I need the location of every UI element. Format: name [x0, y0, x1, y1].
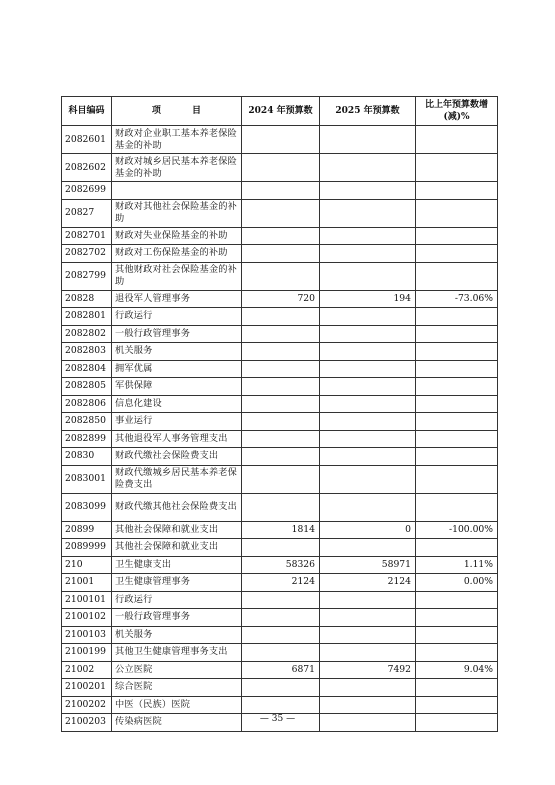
table-row [62, 574, 498, 592]
item-cell: 拥军优属 [112, 360, 242, 378]
code-cell: 2082803 [62, 343, 112, 361]
budget-2024-cell [242, 679, 320, 697]
table-row [62, 262, 498, 290]
item-cell: 事业运行 [112, 413, 242, 431]
table-row [62, 413, 498, 431]
change-cell [416, 182, 498, 200]
budget-2024-cell [242, 154, 320, 182]
item-cell: 其他社会保障和就业支出 [112, 521, 242, 539]
item-cell: 财政对失业保险基金的补助 [112, 227, 242, 245]
budget-2025-cell: 7492 [320, 661, 416, 679]
change-cell [416, 591, 498, 609]
header-code: 科目编码 [62, 97, 112, 126]
budget-2025-cell [320, 262, 416, 290]
table-row [62, 696, 498, 714]
code-cell: 2083099 [62, 493, 112, 521]
table-body [62, 126, 498, 732]
budget-2025-cell [320, 609, 416, 627]
budget-2024-cell [242, 493, 320, 521]
item-cell: 卫生健康管理事务 [112, 574, 242, 592]
budget-2025-cell [320, 679, 416, 697]
code-cell: 2082804 [62, 360, 112, 378]
change-cell [416, 539, 498, 557]
table-row [62, 245, 498, 263]
change-cell [416, 199, 498, 227]
budget-2024-cell [242, 126, 320, 154]
budget-2024-cell [242, 395, 320, 413]
code-cell: 20827 [62, 199, 112, 227]
budget-2024-cell [242, 378, 320, 396]
budget-2024-cell [242, 343, 320, 361]
budget-2025-cell [320, 539, 416, 557]
change-cell [416, 679, 498, 697]
budget-2025-cell [320, 154, 416, 182]
budget-2024-cell [242, 430, 320, 448]
change-cell [416, 126, 498, 154]
header-budget-2025: 2025 年预算数 [320, 97, 416, 126]
table-row [62, 308, 498, 326]
code-cell: 2089999 [62, 539, 112, 557]
code-cell: 2100199 [62, 644, 112, 662]
budget-2025-cell [320, 227, 416, 245]
table-row [62, 493, 498, 521]
item-cell: 卫生健康支出 [112, 556, 242, 574]
item-cell: 一般行政管理事务 [112, 325, 242, 343]
budget-2025-cell [320, 245, 416, 263]
change-cell: -100.00% [416, 521, 498, 539]
table-row [62, 199, 498, 227]
header-budget-2024: 2024 年预算数 [242, 97, 320, 126]
budget-2025-cell: 58971 [320, 556, 416, 574]
change-cell [416, 325, 498, 343]
budget-2024-cell [242, 262, 320, 290]
budget-2025-cell [320, 465, 416, 493]
budget-2025-cell [320, 626, 416, 644]
header-row [62, 97, 498, 126]
item-cell [112, 182, 242, 200]
code-cell: 20830 [62, 448, 112, 466]
budget-2025-cell [320, 343, 416, 361]
budget-2024-cell: 2124 [242, 574, 320, 592]
change-cell: 1.11% [416, 556, 498, 574]
budget-2025-cell [320, 325, 416, 343]
change-cell [416, 493, 498, 521]
item-cell: 一般行政管理事务 [112, 609, 242, 627]
budget-2024-cell: 6871 [242, 661, 320, 679]
budget-2025-cell [320, 182, 416, 200]
item-cell: 综合医院 [112, 679, 242, 697]
budget-2025-cell: 2124 [320, 574, 416, 592]
item-cell: 财政对企业职工基本养老保险基金的补助 [112, 126, 242, 154]
item-cell: 其他社会保障和就业支出 [112, 539, 242, 557]
code-cell: 20828 [62, 290, 112, 308]
code-cell: 2082850 [62, 413, 112, 431]
code-cell: 20899 [62, 521, 112, 539]
table-row [62, 556, 498, 574]
budget-2025-cell [320, 644, 416, 662]
budget-2024-cell [242, 539, 320, 557]
page-number: — 35 — [259, 714, 296, 724]
change-cell [416, 343, 498, 361]
budget-2024-cell: 58326 [242, 556, 320, 574]
code-cell: 2100202 [62, 696, 112, 714]
budget-2024-cell [242, 413, 320, 431]
table-row [62, 378, 498, 396]
item-cell: 传染病医院 [112, 714, 242, 732]
code-cell: 2100203 [62, 714, 112, 732]
item-cell: 军供保障 [112, 378, 242, 396]
code-cell: 2082899 [62, 430, 112, 448]
change-cell [416, 262, 498, 290]
budget-2025-cell: 194 [320, 290, 416, 308]
code-cell: 2082799 [62, 262, 112, 290]
change-cell [416, 360, 498, 378]
item-cell: 机关服务 [112, 626, 242, 644]
budget-2025-cell [320, 126, 416, 154]
budget-2024-cell [242, 626, 320, 644]
change-cell [416, 413, 498, 431]
budget-2024-cell [242, 696, 320, 714]
budget-2025-cell [320, 378, 416, 396]
code-cell: 21001 [62, 574, 112, 592]
item-cell: 财政对其他社会保险基金的补助 [112, 199, 242, 227]
table-row [62, 539, 498, 557]
table-row [62, 154, 498, 182]
budget-2025-cell [320, 493, 416, 521]
budget-2024-cell [242, 448, 320, 466]
table-row [62, 679, 498, 697]
header-item: 项 目 [112, 97, 242, 126]
budget-2025-cell [320, 395, 416, 413]
change-cell [416, 378, 498, 396]
change-cell [416, 395, 498, 413]
code-cell: 2083001 [62, 465, 112, 493]
item-cell: 其他卫生健康管理事务支出 [112, 644, 242, 662]
table-row [62, 609, 498, 627]
change-cell [416, 644, 498, 662]
budget-2024-cell [242, 591, 320, 609]
budget-2025-cell [320, 413, 416, 431]
item-cell: 退役军人管理事务 [112, 290, 242, 308]
budget-2024-cell [242, 644, 320, 662]
item-cell: 机关服务 [112, 343, 242, 361]
budget-2025-cell [320, 430, 416, 448]
table-row [62, 644, 498, 662]
change-cell [416, 430, 498, 448]
change-cell [416, 308, 498, 326]
table-row [62, 290, 498, 308]
change-cell [416, 245, 498, 263]
budget-2025-cell [320, 199, 416, 227]
code-cell: 2082805 [62, 378, 112, 396]
budget-2024-cell [242, 199, 320, 227]
code-cell: 2100201 [62, 679, 112, 697]
budget-table [61, 96, 498, 732]
code-cell: 2082702 [62, 245, 112, 263]
item-cell: 财政代缴城乡居民基本养老保险费支出 [112, 465, 242, 493]
item-cell: 其他财政对社会保险基金的补助 [112, 262, 242, 290]
table-row [62, 591, 498, 609]
table-row [62, 126, 498, 154]
change-cell [416, 448, 498, 466]
item-cell: 中医（民族）医院 [112, 696, 242, 714]
change-cell [416, 626, 498, 644]
budget-2024-cell: 720 [242, 290, 320, 308]
item-cell: 财政对工伤保险基金的补助 [112, 245, 242, 263]
code-cell: 2082601 [62, 126, 112, 154]
change-cell [416, 609, 498, 627]
budget-2025-cell: 0 [320, 521, 416, 539]
budget-2024-cell [242, 325, 320, 343]
budget-2024-cell [242, 360, 320, 378]
item-cell: 信息化建设 [112, 395, 242, 413]
code-cell: 2082701 [62, 227, 112, 245]
item-cell: 行政运行 [112, 591, 242, 609]
table-row [62, 325, 498, 343]
table-row [62, 360, 498, 378]
code-cell: 21002 [62, 661, 112, 679]
item-cell: 财政代缴其他社会保险费支出 [112, 493, 242, 521]
code-cell: 2100101 [62, 591, 112, 609]
item-cell: 其他退役军人事务管理支出 [112, 430, 242, 448]
budget-2024-cell: 1814 [242, 521, 320, 539]
budget-2024-cell [242, 182, 320, 200]
item-cell: 财政代缴社会保险费支出 [112, 448, 242, 466]
change-cell [416, 696, 498, 714]
item-cell: 公立医院 [112, 661, 242, 679]
budget-2024-cell [242, 245, 320, 263]
change-cell [416, 227, 498, 245]
code-cell: 2082699 [62, 182, 112, 200]
change-cell [416, 465, 498, 493]
table-row [62, 395, 498, 413]
table-row [62, 521, 498, 539]
table-row [62, 430, 498, 448]
table-row [62, 227, 498, 245]
budget-2024-cell [242, 308, 320, 326]
budget-2025-cell [320, 360, 416, 378]
budget-2024-cell [242, 465, 320, 493]
item-cell: 行政运行 [112, 308, 242, 326]
table-row [62, 626, 498, 644]
budget-2025-cell [320, 448, 416, 466]
budget-2025-cell [320, 591, 416, 609]
code-cell: 2082801 [62, 308, 112, 326]
budget-2024-cell [242, 227, 320, 245]
code-cell: 2082806 [62, 395, 112, 413]
budget-2025-cell [320, 696, 416, 714]
code-cell: 2100102 [62, 609, 112, 627]
budget-2024-cell [242, 609, 320, 627]
code-cell: 210 [62, 556, 112, 574]
change-cell: -73.06% [416, 290, 498, 308]
table-row [62, 661, 498, 679]
change-cell: 0.00% [416, 574, 498, 592]
code-cell: 2082602 [62, 154, 112, 182]
table-row [62, 448, 498, 466]
table-row [62, 465, 498, 493]
header-change: 比上年预算数增(减)% [416, 97, 498, 126]
code-cell: 2100103 [62, 626, 112, 644]
change-cell: 9.04% [416, 661, 498, 679]
code-cell: 2082802 [62, 325, 112, 343]
budget-2025-cell [320, 308, 416, 326]
table-row [62, 343, 498, 361]
table-row [62, 182, 498, 200]
change-cell [416, 154, 498, 182]
item-cell: 财政对城乡居民基本养老保险基金的补助 [112, 154, 242, 182]
